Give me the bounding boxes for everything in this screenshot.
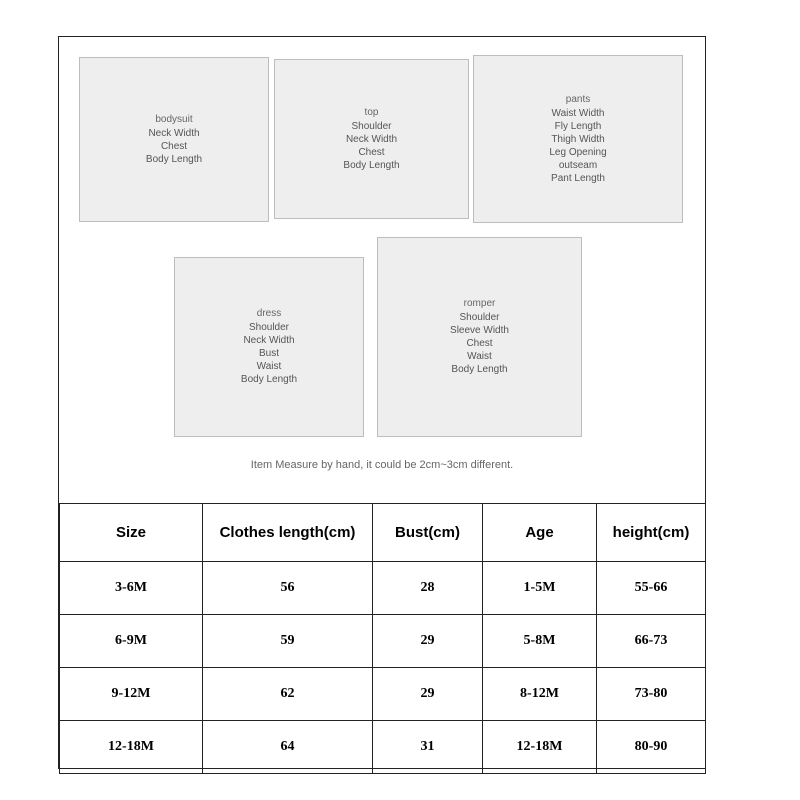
top-label-1: Neck Width [345, 133, 398, 145]
cell-height: 55-66 [597, 562, 706, 615]
cell-height: 73-80 [597, 668, 706, 721]
pants-label-0: Waist Width [551, 107, 605, 119]
dress-label-3: Waist [256, 361, 282, 372]
pants-label-2: Thigh Width [551, 133, 605, 145]
romper-label-3: Waist [467, 351, 492, 362]
table-header-row [60, 504, 706, 562]
pants-label-4: outseam [558, 159, 598, 171]
pants-label-5: Pant Length [551, 172, 605, 184]
cell-size: 6-9M [60, 615, 203, 668]
top-illustration: top Shoulder Neck Width Chest Body Length [274, 59, 469, 219]
header-clothes-length: Clothes length(cm) [203, 504, 373, 562]
romper-label-2: Chest [466, 338, 493, 349]
cell-clothes-length: 62 [203, 668, 373, 721]
table-row [60, 668, 706, 721]
cell-clothes-length: 56 [203, 562, 373, 615]
cell-size: 3-6M [60, 562, 203, 615]
cell-bust: 29 [373, 615, 483, 668]
size-table [59, 503, 706, 774]
top-label-0: Shoulder [351, 120, 392, 132]
cell-clothes-length: 59 [203, 615, 373, 668]
header-age: Age [483, 504, 597, 562]
header-bust: Bust(cm) [373, 504, 483, 562]
bodysuit-label-2: Body Length [145, 153, 203, 165]
header-height: height(cm) [597, 504, 706, 562]
cell-size: 12-18M [60, 721, 203, 774]
bodysuit-label-1: Chest [160, 140, 188, 152]
cell-height: 66-73 [597, 615, 706, 668]
cell-age: 1-5M [483, 562, 597, 615]
table-row [60, 721, 706, 774]
dress-label-2: Bust [258, 348, 279, 359]
cell-height: 80-90 [597, 721, 706, 774]
cell-age: 8-12M [483, 668, 597, 721]
romper-label-4: Body Length [451, 364, 508, 375]
cell-clothes-length: 64 [203, 721, 373, 774]
pants-label-1: Fly Length [554, 120, 602, 132]
size-chart [58, 36, 706, 769]
cell-age: 12-18M [483, 721, 597, 774]
cell-bust: 28 [373, 562, 483, 615]
romper-illustration: romper Shoulder Sleeve Width Chest Waist Body Length [377, 237, 582, 437]
cell-age: 5-8M [483, 615, 597, 668]
bodysuit-label-0: Neck Width [148, 127, 200, 139]
table-row [60, 562, 706, 615]
romper-label-1: Sleeve Width [450, 325, 509, 336]
dress-illustration: dress Shoulder Neck Width Bust Waist Body Length [174, 257, 364, 437]
cell-bust: 31 [373, 721, 483, 774]
romper-label-0: Shoulder [459, 312, 500, 323]
cell-size: 9-12M [60, 668, 203, 721]
pants-illustration: pants Waist Width Fly Length Thigh Width Leg Opening outseam Pant Length [473, 55, 683, 223]
bodysuit-illustration: bodysuit Neck Width Chest Body Length [79, 57, 269, 222]
header-size: Size [60, 504, 203, 562]
top-label-2: Chest [358, 146, 385, 158]
pants-label-3: Leg Opening [549, 146, 607, 158]
table-row [60, 615, 706, 668]
dress-label-0: Shoulder [248, 322, 290, 333]
dress-label-1: Neck Width [243, 335, 295, 346]
measurement-note: Item Measure by hand, it could be 2cm~3cm different. [250, 459, 514, 471]
cell-bust: 29 [373, 668, 483, 721]
top-label-3: Body Length [343, 159, 400, 171]
dress-label-4: Body Length [240, 374, 298, 385]
measurement-figure [59, 37, 705, 503]
